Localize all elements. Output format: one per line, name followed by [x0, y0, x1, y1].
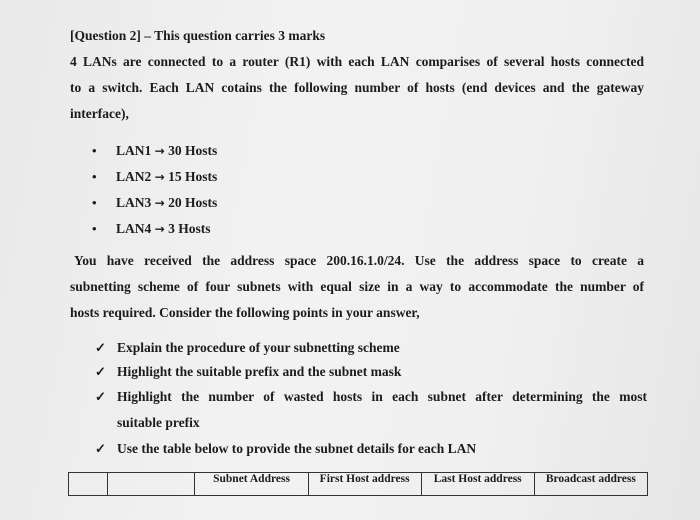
intro-line-3: interface), — [70, 106, 129, 121]
checkmark-icon: ✓ — [95, 441, 106, 456]
point-3-continued: suitable prefix — [117, 415, 200, 430]
arrow-right-icon: → — [154, 222, 165, 236]
table-header-cell: Broadcast address — [534, 473, 647, 496]
checkmark-icon: ✓ — [95, 340, 106, 355]
question-number: [Question 2] — [70, 28, 141, 43]
task-line-1: You have received the address space 200.16.1.0/24. Use the address space to create a — [74, 253, 644, 268]
checkmark-icon: ✓ — [95, 364, 106, 379]
task-line-2: subnetting scheme of four subnets with equal size in a way to accommodate the number of — [70, 279, 644, 294]
lan-name: LAN3 — [116, 195, 152, 210]
intro-line-1: 4 LANs are connected to a router (R1) with each LAN comparises of several hosts connected — [70, 54, 644, 69]
arrow-right-icon: → — [154, 196, 165, 210]
subnet-details-table — [68, 472, 648, 496]
lan-hosts: 15 Hosts — [168, 169, 218, 184]
bullet-icon: • — [92, 143, 97, 158]
lan-name: LAN2 — [116, 169, 152, 184]
arrow-right-icon: → — [154, 144, 165, 158]
table-header-cell — [107, 473, 195, 496]
table-header-row — [69, 473, 648, 496]
bullet-icon: • — [92, 195, 97, 210]
lan-item-4 — [116, 221, 210, 237]
table-header-cell — [69, 473, 108, 496]
question-marks: – This question carries 3 marks — [140, 28, 326, 43]
lan-name: LAN4 — [116, 221, 152, 236]
lan-hosts: 20 Hosts — [168, 195, 218, 210]
arrow-right-icon: → — [154, 170, 165, 184]
bullet-icon: • — [92, 169, 97, 184]
lan-item-1 — [116, 143, 217, 159]
lan-name: LAN1 — [116, 143, 152, 158]
lan-hosts: 30 Hosts — [168, 143, 218, 158]
table-header-cell: Last Host address — [421, 473, 534, 496]
question-heading — [70, 28, 325, 44]
lan-item-3 — [116, 195, 217, 211]
point-3: Highlight the number of wasted hosts in each subnet after determining the most — [117, 389, 647, 404]
table-header-cell: Subnet Address — [195, 473, 308, 496]
point-1: Explain the procedure of your subnetting scheme — [117, 340, 400, 355]
checkmark-icon: ✓ — [95, 389, 106, 404]
point-4: Use the table below to provide the subnet details for each LAN — [117, 441, 477, 456]
bullet-icon: • — [92, 221, 97, 236]
task-line-3: hosts required. Consider the following points in your answer, — [70, 305, 420, 320]
lan-item-2 — [116, 169, 217, 185]
point-2: Highlight the suitable prefix and the subnet mask — [117, 364, 402, 379]
table-header-cell: First Host address — [308, 473, 421, 496]
intro-line-2: to a switch. Each LAN cotains the following number of hosts (end devices and the gateway — [70, 80, 644, 95]
lan-hosts: 3 Hosts — [168, 221, 211, 236]
